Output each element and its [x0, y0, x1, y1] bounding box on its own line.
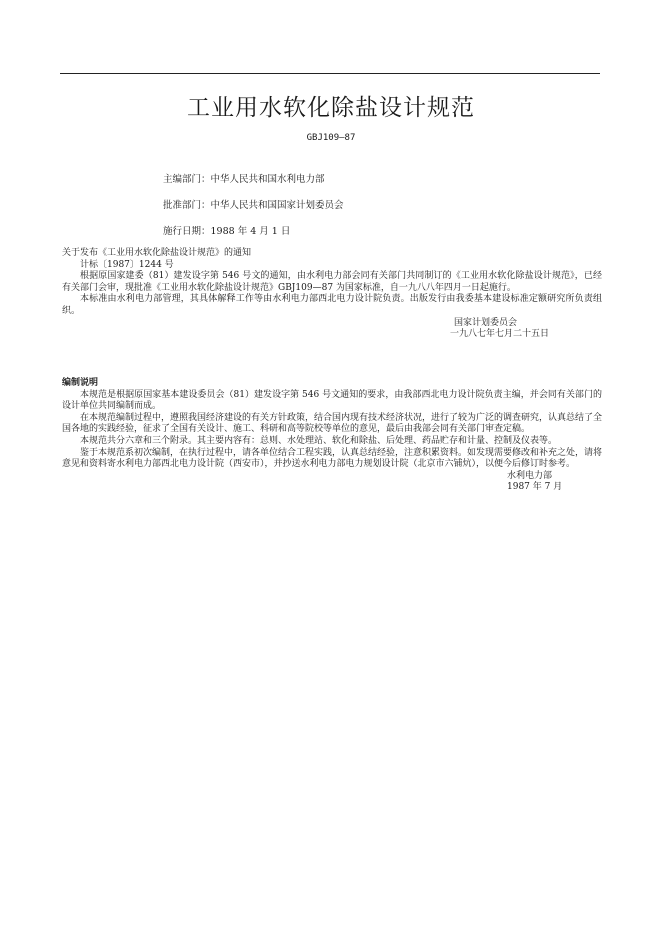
notice-section [62, 248, 602, 341]
approval-department: 批准部门：中华人民共和国国家计划委员会 [163, 200, 344, 211]
explanation-heading: 编制说明 [62, 378, 99, 388]
explanation-paragraph: 在本规范编制过程中，遵照我国经济建设的有关方针政策，结合国内现有技术经济状况，进行了较为广泛的调查研究，认真总结了全国各地的实践经验，征求了全国有关设计、施工、科研和高等院校等单位的意见，最后由我部会同有关部门审查定稿。 [62, 412, 603, 435]
explanation-paragraph: 本规范是根据原国家基本建设委员会（81）建发设字第 546 号文通知的要求，由我部西北电力设计院负责主编，并会同有关部门的设计单位共同编制而成。 [62, 389, 602, 412]
explanation-signature-date: 1987 年 7 月 [507, 482, 563, 493]
explanation-section [62, 378, 602, 494]
document-title: 工业用水软化除盐设计规范 [187, 95, 475, 121]
explanation-paragraph: 鉴于本规范系初次编制，在执行过程中，请各单位结合工程实践，认真总结经验，注意积累资料。如发现需要修改和补充之处，请将意见和资料寄水利电力部西北电力设计院（西安市），并抄送水利电力部电力规划设计院（北京市六铺炕），以便今后修订时参考。 [62, 447, 603, 470]
notice-reference: 计标〔1987〕1244 号 [80, 259, 174, 270]
notice-paragraph: 本标准由水利电力部管理，其具体解释工作等由水利电力部西北电力设计院负责。出版发行由我委基本建设标准定额研究所负责组织。 [62, 294, 602, 316]
editor-department: 主编部门：中华人民共和国水利电力部 [163, 174, 325, 185]
notice-signature-date: 一九八七年七月二十五日 [450, 329, 550, 340]
effective-date: 施行日期：1988 年 4 月 1 日 [163, 226, 291, 237]
notice-paragraph: 根据原国家建委（81）建发设字第 546 号文的通知，由水利电力部会同有关部门共同制订的《工业用水软化除盐设计规范》，已经有关部门会审，现批准《工业用水软化除盐设计规范》GBJ109—87 为国家标准，自一九八八年四月一日起施行。 [62, 271, 602, 293]
header-rule [60, 73, 600, 74]
explanation-signature-org: 水利电力部 [507, 470, 553, 481]
notice-heading: 关于发布《工业用水软化除盐设计规范》的通知 [62, 248, 252, 258]
standard-code: GBJ109—87 [306, 133, 356, 143]
explanation-paragraph: 本规范共分六章和三个附录。其主要内容有：总则、水处理站、软化和除盐、后处理、药品贮存和计量、控制及仪表等。 [80, 435, 558, 446]
notice-signature-org: 国家计划委员会 [454, 317, 518, 328]
